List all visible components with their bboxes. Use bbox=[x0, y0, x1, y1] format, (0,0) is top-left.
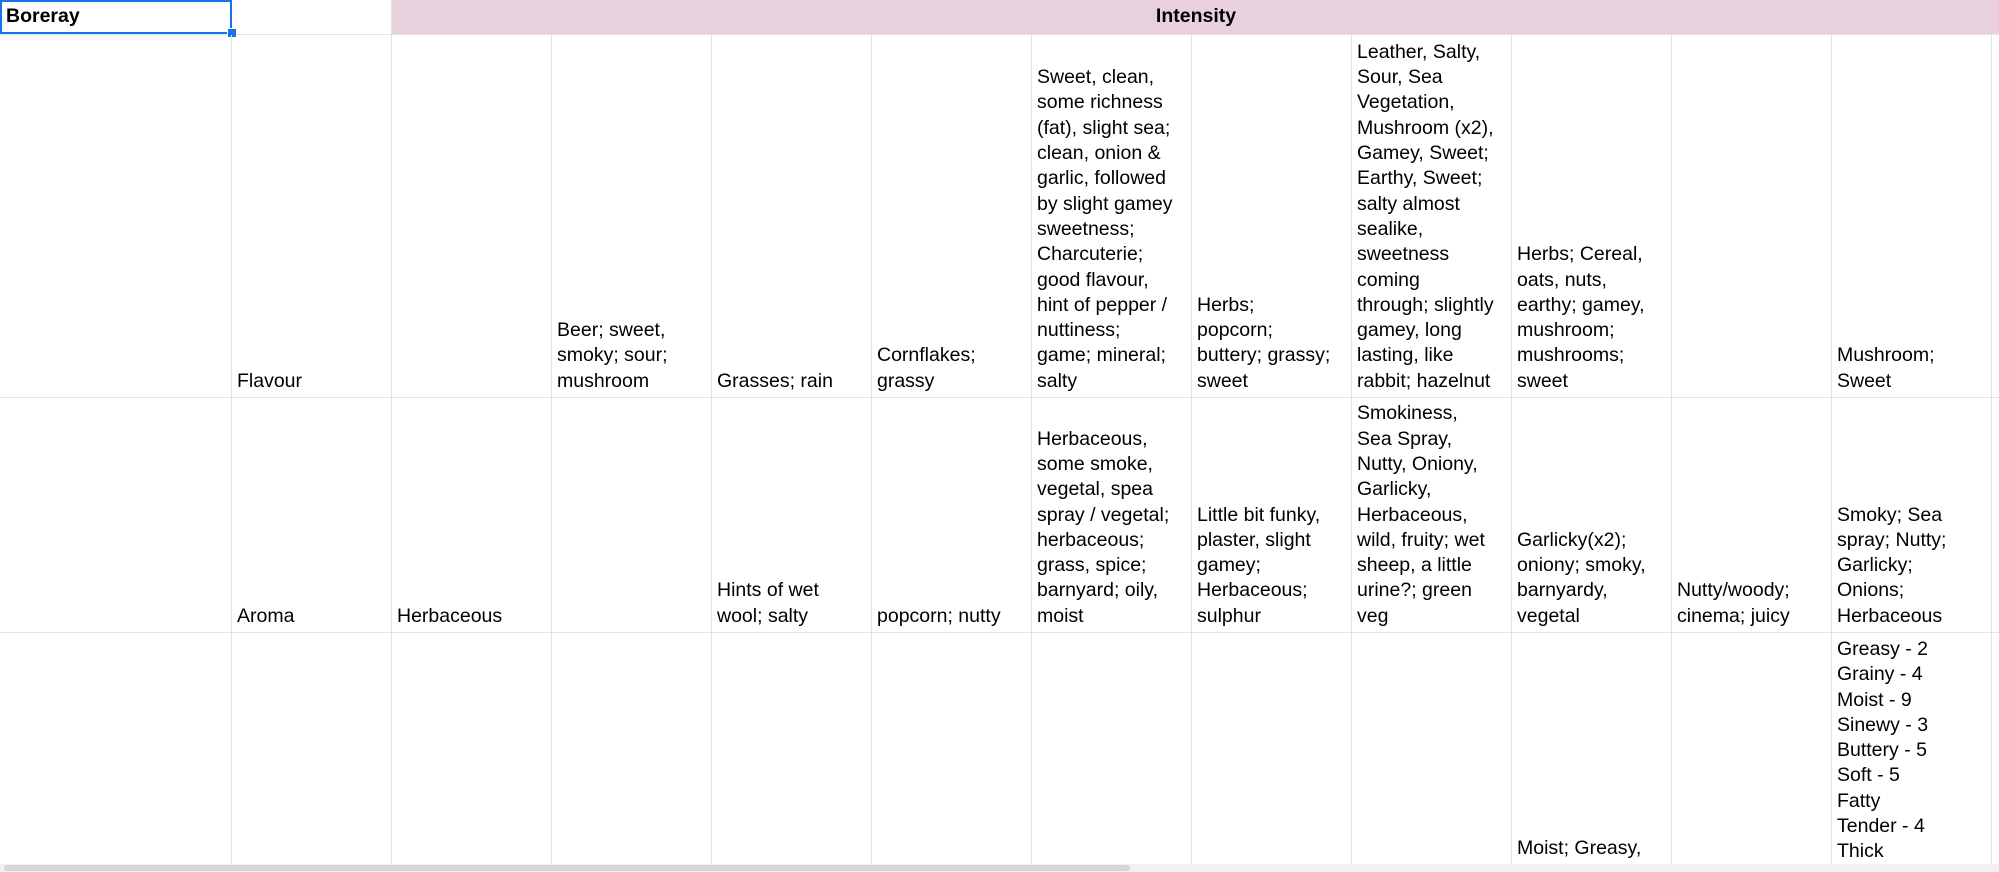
texture-cell-e[interactable] bbox=[712, 633, 872, 872]
texture-cell-i[interactable] bbox=[1352, 633, 1512, 872]
aroma-cell-e[interactable] bbox=[712, 398, 872, 632]
aroma-cell-k[interactable] bbox=[1672, 398, 1832, 632]
aroma-text: Garlicky(x2); oniony; smoky, barnyardy, vegetal bbox=[1517, 528, 1646, 627]
texture-text: Greasy - 2 Grainy - 4 Moist - 9 Sinewy - 3 Buttery - 5 Soft - 5 Fatty Tender - 4 Thick bbox=[1837, 638, 1929, 863]
aroma-text: Smokiness, Sea Spray, Nutty, Oniony, Garlicky, Herbaceous, wild, fruity; wet sheep, a little urine?; green veg bbox=[1357, 402, 1485, 627]
aroma-text: Nutty/woody; cinema; juicy bbox=[1677, 579, 1790, 627]
aroma-text: Hints of wet wool; salty bbox=[717, 579, 819, 627]
cell-a1-name[interactable] bbox=[0, 0, 232, 34]
flavour-cell-j[interactable] bbox=[1512, 35, 1672, 397]
row-cell-a[interactable] bbox=[0, 633, 232, 872]
flavour-text: Herbs; popcorn; buttery; grassy; sweet bbox=[1197, 293, 1331, 392]
flavour-cell-c[interactable] bbox=[392, 35, 552, 397]
row-cell-a[interactable] bbox=[0, 398, 232, 632]
aroma-text: Herbaceous bbox=[397, 604, 503, 627]
flavour-text: Grasses; rain bbox=[717, 369, 833, 392]
texture-cell-b[interactable] bbox=[232, 633, 392, 872]
flavour-cell-m[interactable] bbox=[1992, 35, 1999, 397]
intensity-header-cell[interactable] bbox=[392, 0, 1999, 34]
flavour-cell-d[interactable] bbox=[552, 35, 712, 397]
aroma-cell-h[interactable] bbox=[1192, 398, 1352, 632]
texture-cell-c[interactable] bbox=[392, 633, 552, 872]
texture-row bbox=[0, 633, 1999, 872]
texture-cell-d[interactable] bbox=[552, 633, 712, 872]
aroma-cell-c[interactable] bbox=[392, 398, 552, 632]
aroma-cell-g[interactable] bbox=[1032, 398, 1192, 632]
flavour-text: Mushroom; Sweet bbox=[1837, 344, 1935, 392]
flavour-text: Beer; sweet, smoky; sour; mushroom bbox=[557, 319, 668, 392]
aroma-cell-d[interactable] bbox=[552, 398, 712, 632]
aroma-cell-j[interactable] bbox=[1512, 398, 1672, 632]
scrollbar-thumb[interactable] bbox=[4, 865, 1130, 871]
flavour-cell-k[interactable] bbox=[1672, 35, 1832, 397]
flavour-text: Cornflakes; grassy bbox=[877, 344, 976, 392]
flavour-text: Sweet, clean, some richness (fat), slight sea; clean, onion & garlic, followed by slight gamey sweetness; Charcuterie; good flavour, hint of pepper / nuttiness; game; mineral; salty bbox=[1037, 66, 1173, 392]
texture-cell-l[interactable] bbox=[1832, 633, 1992, 872]
aroma-text: popcorn; nutty bbox=[877, 604, 1001, 627]
aroma-text: Smoky; Sea spray; Nutty; Garlicky; Onions; Herbaceous bbox=[1837, 503, 1947, 627]
intensity-label: Intensity bbox=[1155, 5, 1237, 28]
flavour-text: Herbs; Cereal, oats, nuts, earthy; gamey, mushroom; mushrooms; sweet bbox=[1517, 243, 1645, 392]
flavour-label: Flavour bbox=[237, 369, 303, 392]
texture-text: Moist; Greasy, bbox=[1517, 837, 1642, 859]
flavour-row bbox=[0, 35, 1999, 398]
cell-b1[interactable] bbox=[232, 0, 392, 34]
aroma-text: Little bit funky, plaster, slight gamey; Herbaceous; sulphur bbox=[1197, 503, 1321, 627]
horizontal-scrollbar[interactable] bbox=[0, 864, 1999, 872]
flavour-cell-h[interactable] bbox=[1192, 35, 1352, 397]
aroma-cell-i[interactable] bbox=[1352, 398, 1512, 632]
texture-cell-f[interactable] bbox=[872, 633, 1032, 872]
aroma-row bbox=[0, 398, 1999, 633]
flavour-cell-l[interactable] bbox=[1832, 35, 1992, 397]
texture-cell-g[interactable] bbox=[1032, 633, 1192, 872]
flavour-label-cell[interactable] bbox=[232, 35, 392, 397]
row-cell-a[interactable] bbox=[0, 35, 232, 397]
aroma-label-cell[interactable] bbox=[232, 398, 392, 632]
flavour-cell-g[interactable] bbox=[1032, 35, 1192, 397]
aroma-cell-m[interactable] bbox=[1992, 398, 1999, 632]
aroma-label: Aroma bbox=[237, 604, 295, 627]
texture-cell-k[interactable] bbox=[1672, 633, 1832, 872]
flavour-text: Leather, Salty, Sour, Sea Vegetation, Mushroom (x2), Gamey, Sweet; Earthy, Sweet; salty almost sealike, sweetness coming through; slightly gamey, long lasting, like rabbit; hazelnut bbox=[1357, 40, 1494, 392]
flavour-cell-f[interactable] bbox=[872, 35, 1032, 397]
texture-cell-h[interactable] bbox=[1192, 633, 1352, 872]
texture-cell-j[interactable] bbox=[1512, 633, 1672, 872]
aroma-cell-f[interactable] bbox=[872, 398, 1032, 632]
aroma-cell-l[interactable] bbox=[1832, 398, 1992, 632]
flavour-cell-e[interactable] bbox=[712, 35, 872, 397]
flavour-cell-i[interactable] bbox=[1352, 35, 1512, 397]
texture-cell-m[interactable] bbox=[1992, 633, 1999, 872]
header-row bbox=[0, 0, 1999, 35]
aroma-text: Herbaceous, some smoke, vegetal, spea spray / vegetal; herbaceous; grass, spice; barnyard; oily, moist bbox=[1037, 427, 1170, 627]
name-cell-text: Boreray bbox=[6, 5, 80, 28]
